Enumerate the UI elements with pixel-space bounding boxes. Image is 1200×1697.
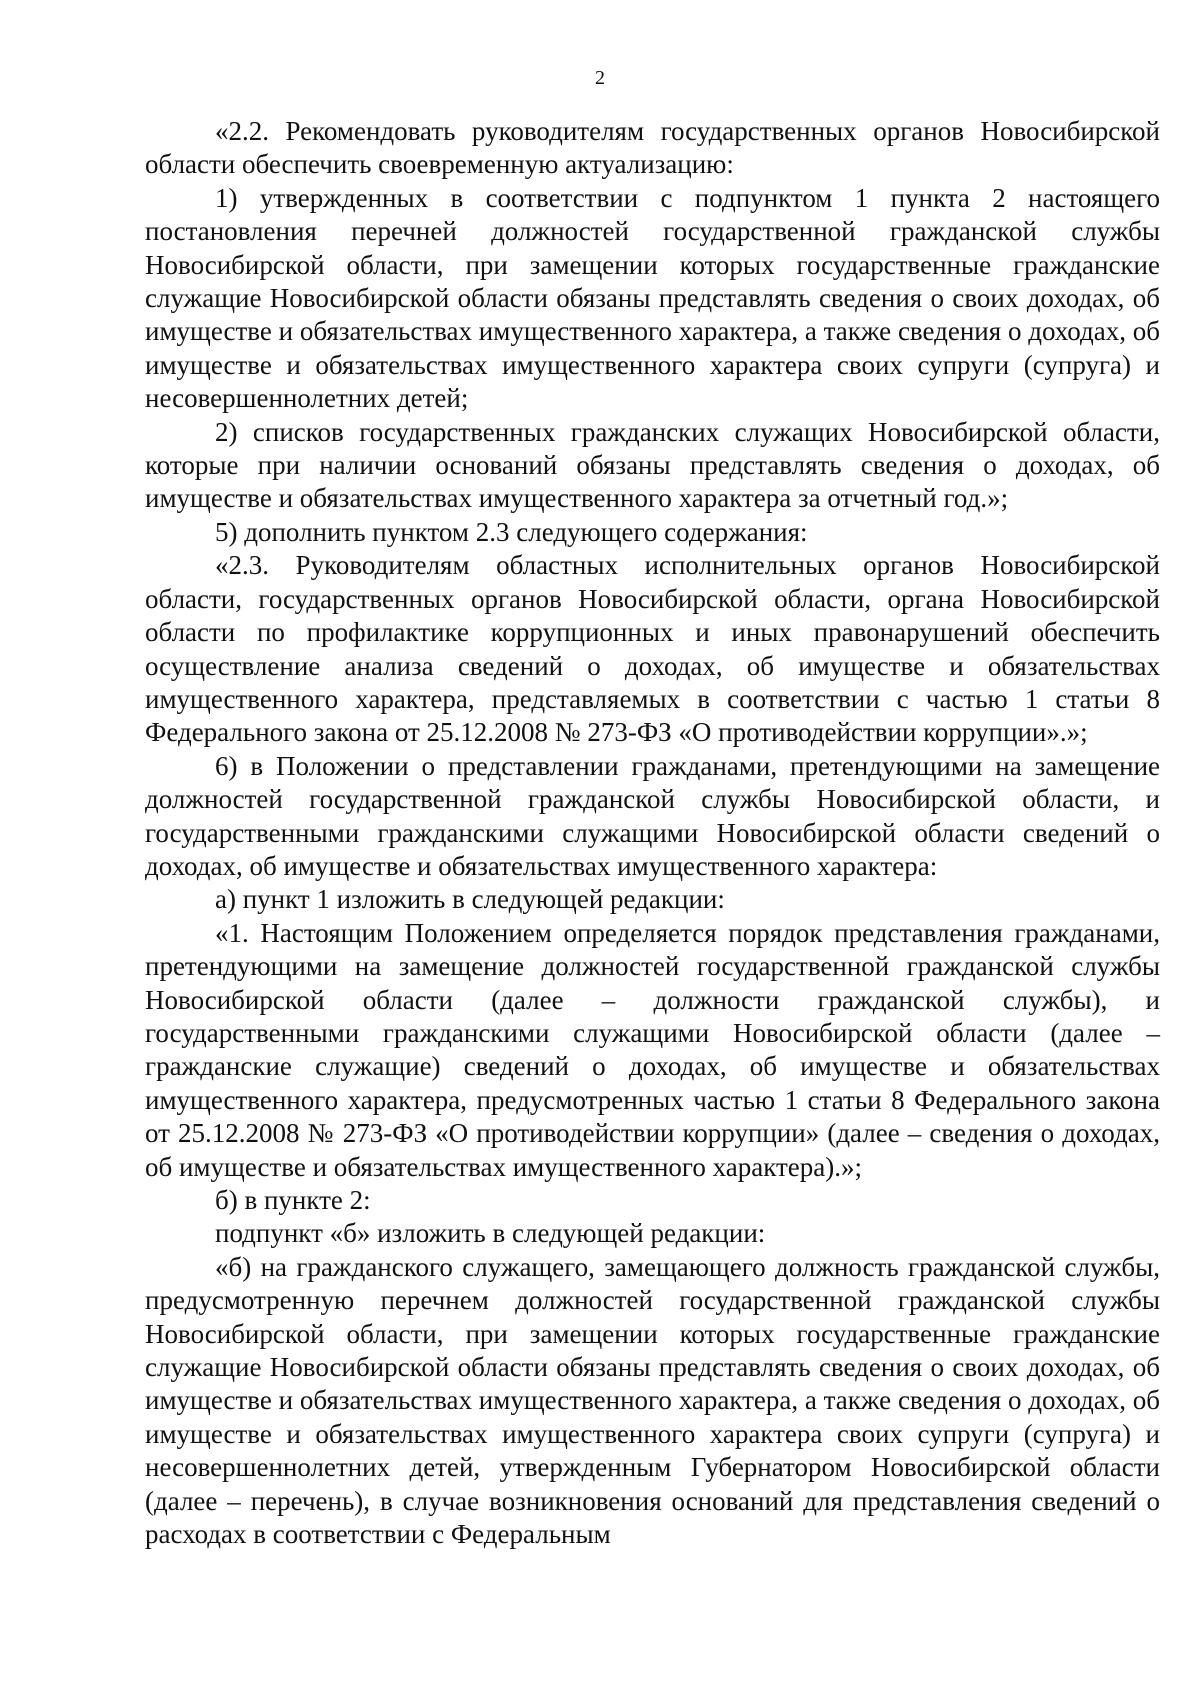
- paragraph-item-a: а) пункт 1 изложить в следующей редакции:: [215, 884, 725, 915]
- paragraph-item-5: 5) дополнить пунктом 2.3 следующего содержания:: [215, 516, 808, 547]
- paragraph-2-2: «2.2. Рекомендовать руководителям государственных органов Новосибирской области обеспечить своевременную актуализацию:: [145, 116, 1160, 180]
- paragraph-point-1: «1. Настоящим Положением определяется порядок представления гражданами, претендующими на замещение должностей государственной гражданской службы Новосибирской области (далее – должности гражданской службы), и государственными гражданскими служащими Новосибирской области (далее – гражданские служащие) сведений о доходах, об имуществе и обязательствах имущественного характера, предусмотренных частью 1 статьи 8 Федерального закона от 25.12.2008 № 273-ФЗ «О противодействии коррупции» (далее – сведения о доходах, об имуществе и обязательствах имущественного характера).»;: [145, 917, 1160, 1182]
- document-body: [145, 115, 1160, 1551]
- paragraph-item-6: 6) в Положении о представлении гражданами, претендующими на замещение должностей государственной гражданской службы Новосибирской области, и государственными гражданскими служащими Новосибирской области сведений о доходах, об имуществе и обязательствах имущественного характера:: [145, 750, 1160, 881]
- paragraph-subitem-b: подпункт «б» изложить в следующей редакции:: [215, 1218, 766, 1249]
- paragraph-item-1: 1) утвержденных в соответствии с подпунктом 1 пункта 2 настоящего постановления перечней должностей государственной гражданской службы Новосибирской области, при замещении которых государственные гражданские служащие Новосибирской области обязаны представлять сведения о своих доходах, об имуществе и обязательствах имущественного характера, а также сведения о доходах, об имуществе и обязательствах имущественного характера своих супруги (супруга) и несовершеннолетних детей;: [145, 182, 1160, 414]
- page-number: 2: [595, 67, 605, 89]
- paragraph-2-3: «2.3. Руководителям областных исполнительных органов Новосибирской области, государственных органов Новосибирской области, органа Новосибирской области по профилактике коррупционных и иных правонарушений обеспечить осуществление анализа сведений о доходах, об имуществе и обязательствах имущественного характера, представляемых в соответствии с частью 1 статьи 8 Федерального закона от 25.12.2008 № 273-ФЗ «О противодействии коррупции».»;: [145, 550, 1160, 748]
- paragraph-item-b: б) в пункте 2:: [215, 1185, 371, 1215]
- paragraph-item-2: 2) списков государственных гражданских служащих Новосибирской области, которые при наличии оснований обязаны представлять сведения о доходах, об имуществе и обязательствах имущественного характера за отчетный год.»;: [145, 416, 1160, 514]
- paragraph-subitem-b-text: «б) на гражданского служащего, замещающего должность гражданской службы, предусмотренную перечнем должностей государственной гражданской службы Новосибирской области, при замещении которых государственные гражданские служащие Новосибирской области обязаны представлять сведения о своих доходах, об имуществе и обязательствах имущественного характера, а также сведения о доходах, об имуществе и обязательствах имущественного характера своих супруги (супруга) и несовершеннолетних детей, утвержденным Губернатором Новосибирской области (далее – перечень), в случае возникновения оснований для представления сведений о расходах в соответствии с Федеральным: [145, 1251, 1160, 1550]
